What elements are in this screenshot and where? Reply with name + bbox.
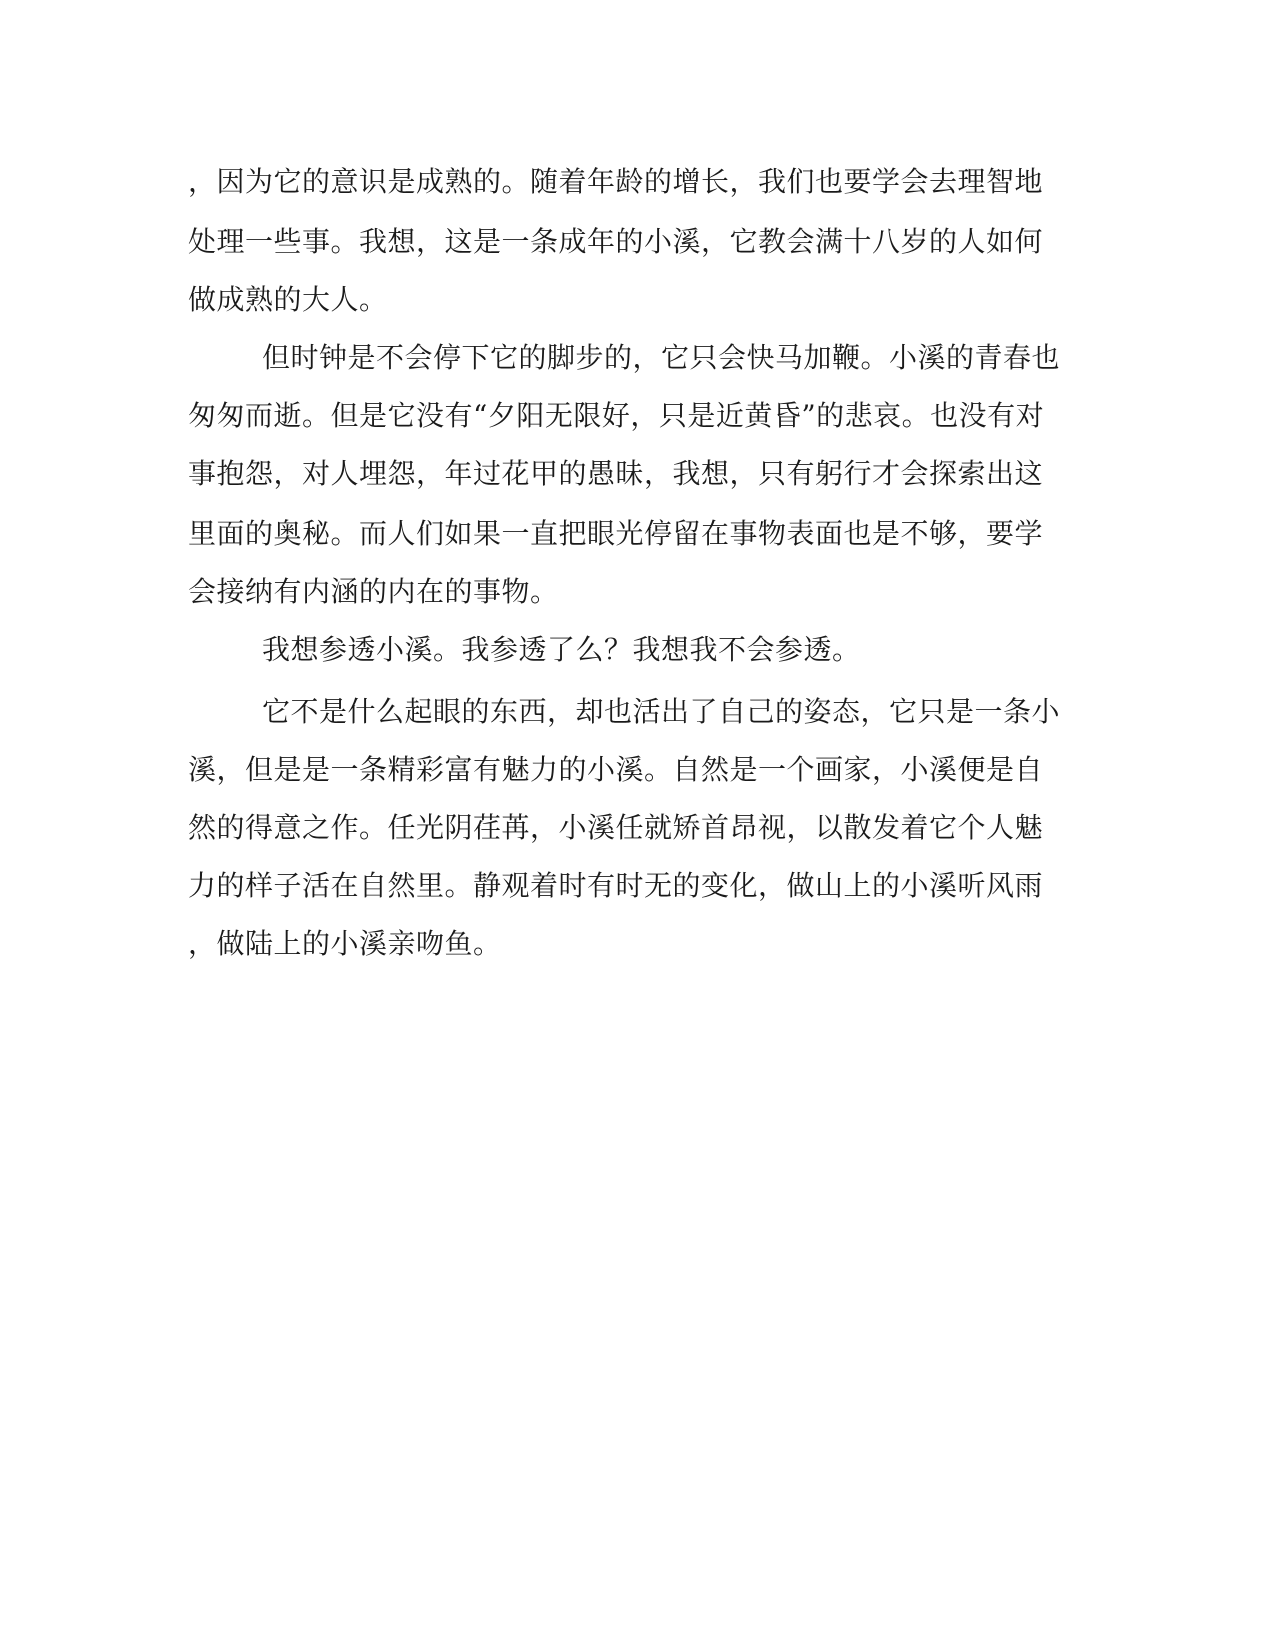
paragraph-line: 事抱怨，对人埋怨，年过花甲的愚昧，我想，只有躬行才会探索出这 xyxy=(188,457,1044,490)
paragraph-line: 我想参透小溪。我参透了么？我想我不会参透。 xyxy=(262,633,861,666)
paragraph-line: 处理一些事。我想，这是一条成年的小溪，它教会满十八岁的人如何 xyxy=(188,225,1044,258)
paragraph-line: 它不是什么起眼的东西，却也活出了自己的姿态，它只是一条小 xyxy=(262,695,1061,728)
paragraph-line: ，做陆上的小溪亲吻鱼。 xyxy=(188,927,502,960)
paragraph-line: 溪，但是是一条精彩富有魅力的小溪。自然是一个画家，小溪便是自 xyxy=(188,753,1044,786)
paragraph-line: 做成熟的大人。 xyxy=(188,283,388,316)
paragraph-line: 力的样子活在自然里。静观着时有时无的变化，做山上的小溪听风雨 xyxy=(188,869,1044,902)
paragraph-line: ，因为它的意识是成熟的。随着年龄的增长，我们也要学会去理智地 xyxy=(188,165,1044,198)
paragraph-line: 会接纳有内涵的内在的事物。 xyxy=(188,575,559,608)
paragraph-line: 但时钟是不会停下它的脚步的，它只会快马加鞭。小溪的青春也 xyxy=(262,341,1061,374)
paragraph-line: 匆匆而逝。但是它没有“夕阳无限好，只是近黄昏”的悲哀。也没有对 xyxy=(188,399,1045,432)
paragraph-line: 里面的奥秘。而人们如果一直把眼光停留在事物表面也是不够，要学 xyxy=(188,517,1044,550)
paragraph-line: 然的得意之作。任光阴荏苒，小溪任就矫首昂视，以散发着它个人魅 xyxy=(188,811,1044,844)
